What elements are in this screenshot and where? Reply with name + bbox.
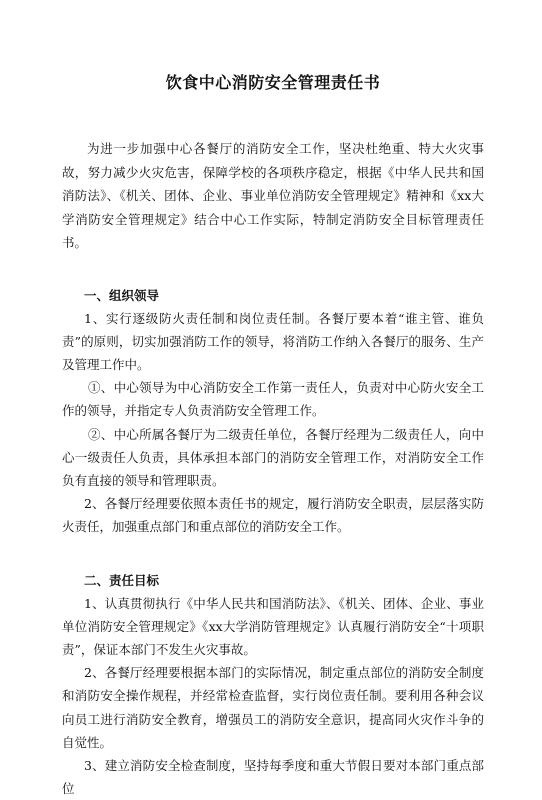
section-heading-responsibility: 二、责任目标: [84, 572, 160, 588]
section1-paragraph-2: ①、中心领导为中心消防安全工作第一责任人，负责对中心防火安全工作的领导，并指定专人负责消防安全管理工作。: [62, 380, 484, 419]
section1-paragraph-1: 1、实行逐级防火责任制和岗位责任制。各餐厅要本着“谁主管、谁负责”的原则，切实加强消防工作的领导，将消防工作纳入各餐厅的服务、生产及管理工作中。: [62, 310, 484, 372]
section-heading-organization: 一、组织领导: [84, 287, 160, 303]
section2-paragraph-2: 2、各餐厅经理要根据本部门的实际情况，制定重点部位的消防安全制度和消防安全操作规程，并经常检查监督，实行岗位责任制。要利用各种会议向员工进行消防安全教育，增强员工的消防安全意识，提高同火灾作斗争的自觉性。: [62, 665, 484, 750]
intro-paragraph: 为进一步加强中心各餐厅的消防安全工作，坚决杜绝重、特大火灾事故，努力减少火灾危害，保障学校的各项秩序稳定，根据《中华人民共和国消防法》、《机关、团体、企业、事业单位消防安全管理规定》精神和《xx大学消防安全管理规定》结合中心工作实际，特制定消防安全目标管理责任书。: [62, 141, 484, 250]
section2-paragraph-1: 1、认真贯彻执行《中华人民共和国消防法》、《机关、团体、企业、事业单位消防安全管理规定》《xx大学消防管理规定》认真履行消防安全“十项职责”，保证本部门不发生火灾事故。: [62, 595, 484, 657]
section2-paragraph-3: 3、建立消防安全检查制度，坚持每季度和重大节假日要对本部门重点部位: [62, 757, 484, 797]
document-title: 饮食中心消防安全管理责任书: [165, 73, 381, 92]
section1-paragraph-3: ②、中心所属各餐厅为二级责任单位，各餐厅经理为二级责任人，向中心一级责任人负责，具体承担本部门的消防安全管理工作，对消防安全工作负有直接的领导和管理职责。: [62, 426, 484, 488]
section1-paragraph-4: 2、各餐厅经理要依照本责任书的规定，履行消防安全职责，层层落实防火责任，加强重点部门和重点部位的消防安全工作。: [62, 496, 484, 535]
